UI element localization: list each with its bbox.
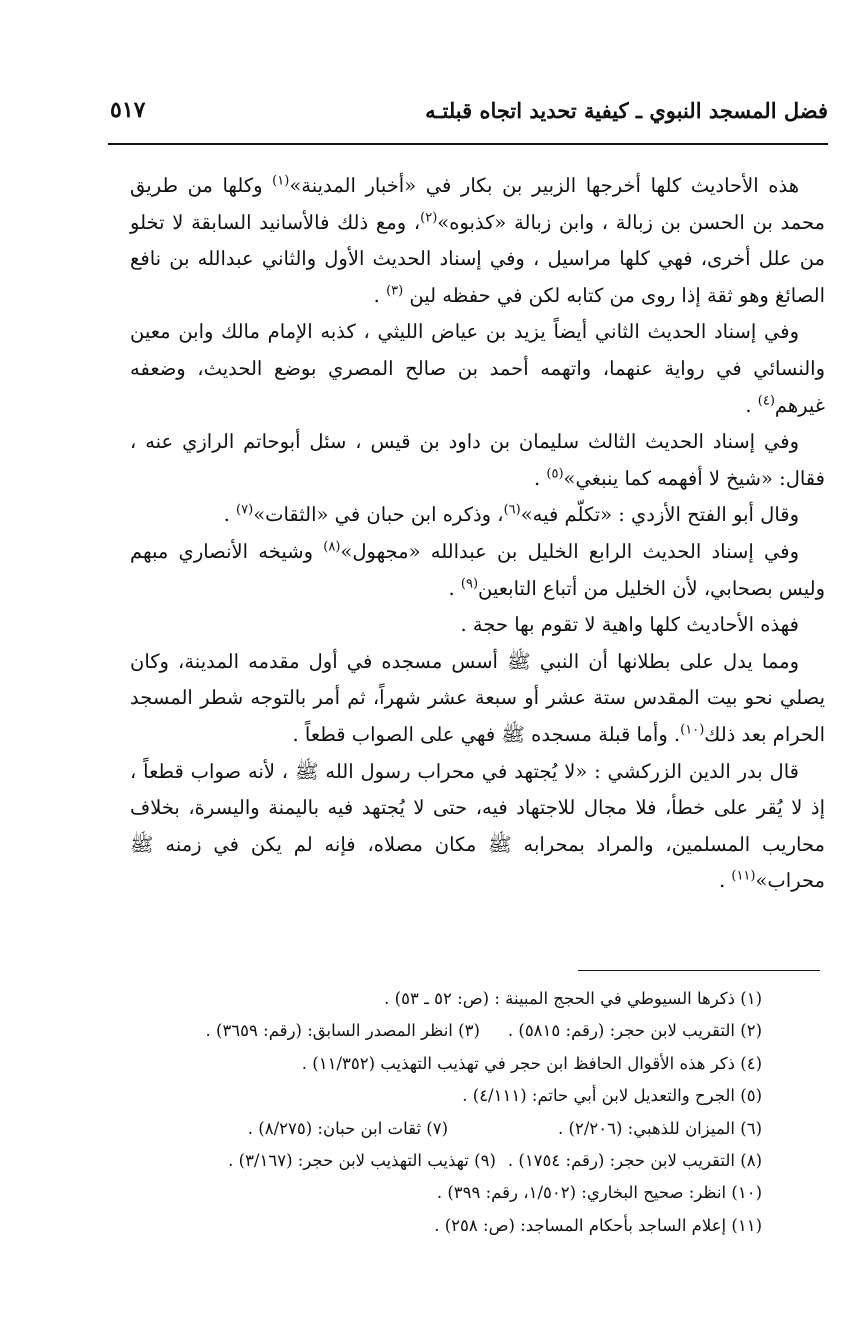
paragraph-6: فهذه الأحاديث كلها واهية لا تقوم بها حجة . [460, 613, 799, 637]
footnote-7: (٧) ثقات ابن حبان: (٨/٢٧٥) . [247, 1118, 449, 1138]
paragraph-8 [130, 754, 825, 900]
footnote-1: (١) ذكرها السيوطي في الحجج المبينة : (ص: ٥٢ ـ ٥٣) . [384, 989, 762, 1008]
paragraph-7 [130, 644, 825, 754]
footnotes [82, 983, 762, 1242]
text-run: . [533, 466, 547, 490]
footnote-rule [578, 970, 820, 971]
running-title: فضل المسجد النبوي ـ كيفية تحديد اتجاه قبلتـه [425, 97, 828, 123]
footnote-ref[interactable]: (٣) [386, 283, 404, 299]
footnote-3: (٣) انظر المصدر السابق: (رقم: ٣٦٥٩) . [205, 1021, 480, 1041]
text-run: وفي إسناد الحديث الرابع الخليل بن عبدالله «مجهول» [340, 539, 800, 563]
paragraph-3 [130, 424, 825, 497]
header-rule [108, 143, 828, 145]
footnote-line [82, 1048, 762, 1080]
footnote-line [82, 983, 762, 1015]
footnote-line [82, 1080, 762, 1112]
paragraph-2 [130, 314, 825, 424]
footnote-line [82, 1113, 762, 1145]
text-run: . [718, 869, 732, 893]
footnote-ref[interactable]: (١) [272, 173, 290, 189]
text-run: هذه الأحاديث كلها أخرجها الزبير بن بكار في «أخبار المدينة» [289, 174, 799, 197]
footnote-line [82, 1145, 762, 1177]
footnote-9: (٩) تهذيب التهذيب لابن حجر: (٣/١٦٧) . [228, 1151, 496, 1171]
body-text [130, 168, 825, 900]
footnote-10: (١٠) انظر: صحيح البخاري: (١/٥٠٢، رقم: ٣٩٩) . [436, 1183, 762, 1203]
text-run: وكلها من طريق محمد بن الحسن بن زبالة ، وابن زبالة «كذبوه» [130, 174, 826, 234]
footnote-ref[interactable]: (٢) [420, 210, 438, 226]
footnote-2: (٢) التقريب لابن حجر: (رقم: ٥٨١٥) . [507, 1021, 762, 1041]
footnote-5: (٥) الجرح والتعديل لابن أبي حاتم: (٤/١١١) . [462, 1086, 762, 1106]
footnote-4: (٤) ذكر هذه الأقوال الحافظ ابن حجر في تهذيب التهذيب (١١/٣٥٢) . [301, 1053, 762, 1073]
footnote-ref[interactable]: (٥) [546, 466, 564, 482]
paragraph-1 [130, 168, 825, 314]
text-run: . [448, 576, 461, 600]
text-run: وقال أبو الفتح الأزدي : «تكلّم فيه» [520, 503, 799, 527]
footnote-ref[interactable]: (٧) [236, 502, 254, 518]
text-run: قال بدر الدين الزركشي : «لا يُجتهد في محراب رسول الله ﷺ ، لأنه صواب قطعاً ، إذ لا يُقر على خطأ، فلا مجال للاجتهاد فيه، حتى لا يُجتهد فيه باليمنة واليسرة، بخلاف محاريب المسلمين، والمراد بمحرابه ﷺ مكان مصلاه، فإنه لم يكن في زمنه ﷺ محراب» [130, 759, 825, 893]
footnote-ref[interactable]: (٦) [503, 502, 521, 518]
page-number: ٥١٧ [110, 97, 146, 123]
text-run: ومما يدل على بطلانها أن النبي ﷺ أسس مسجده في أول مقدمه المدينة، وكان يصلي نحو بيت المقدس ستة عشر أو سبعة عشر شهراً، ثم أمر بالتوجه شطر المسجد الحرام بعد ذلك [130, 649, 825, 746]
text-run: وشيخه الأنصاري مبهم وليس بصحابي، لأن الخليل من أتباع التابعين [130, 539, 825, 600]
footnote-line [82, 1177, 762, 1209]
text-run: . [745, 393, 758, 417]
footnote-ref[interactable]: (١٠) [680, 722, 705, 738]
paragraph-4 [130, 497, 825, 534]
footnote-ref[interactable]: (٨) [323, 539, 341, 555]
footnote-ref[interactable]: (٩) [460, 576, 479, 592]
text-run: ، وذكره ابن حبان في «الثقات» [253, 503, 504, 527]
footnote-ref[interactable]: (١١) [731, 868, 756, 884]
text-run: وفي إسناد الحديث الثاني أيضاً يزيد بن عياض الليثي ، كذبه الإمام مالك وابن معين والنسائي في رواية عنهما، واتهمه أحمد بن صالح المصري بوضع الحديث، وضعفه غيرهم [130, 320, 825, 417]
text-run: . [373, 283, 387, 307]
footnote-ref[interactable]: (٤) [757, 393, 775, 409]
text-run: . [223, 503, 237, 527]
footnote-11: (١١) إعلام الساجد بأحكام المساجد: (ص: ٢٥٨) . [434, 1215, 762, 1235]
text-run: . وأما قبلة مسجده ﷺ فهي على الصواب قطعاً . [292, 722, 681, 746]
page-header [110, 92, 828, 128]
text-run: ، ومع ذلك فالأسانيد السابقة لا تخلو من علل أخرى، فهي كلها مراسيل ، وفي إسناد الحديث الأول والثاني عبدالله بن نافع الصائغ وهو ثقة إذا روى من كتابه لكن في حفظه لين [130, 210, 825, 307]
footnote-8: (٨) التقريب لابن حجر: (رقم: ١٧٥٤) . [507, 1151, 762, 1171]
footnote-line [82, 1015, 762, 1047]
paragraph-5 [130, 534, 825, 607]
text-run: وفي إسناد الحديث الثالث سليمان بن داود بن قيس ، سئل أبوحاتم الرازي عنه ، فقال: «شيخ لا أفهمه كما ينبغي» [130, 430, 825, 490]
footnote-line [82, 1210, 762, 1242]
footnote-6: (٦) الميزان للذهبي: (٢/٢٠٦) . [558, 1118, 762, 1138]
